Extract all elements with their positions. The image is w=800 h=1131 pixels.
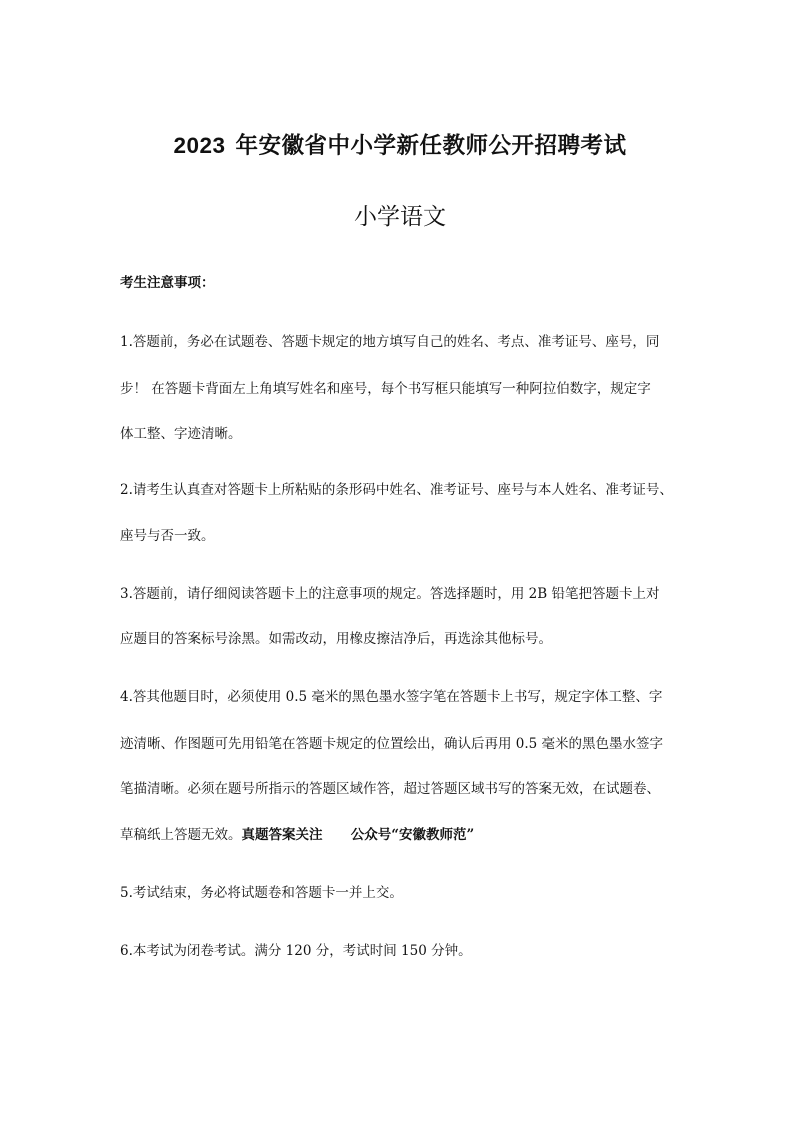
- notice-line-6: 3.答题前，请仔细阅读答题卡上的注意事项的规定。答选择题时，用 2B 铅笔把答题卡上对: [120, 586, 660, 602]
- notice-line-12: 5.考试结束，务必将试题卷和答题卡一并上交。: [120, 885, 403, 901]
- notice-line-8: 4.答其他题目时，必须使用 0.5 毫米的黑色墨水签字笔在答题卡上书写，规定字体工整、字: [120, 689, 663, 705]
- notice-line-9: 迹清晰、作图题可先用铅笔在答题卡规定的位置绘出，确认后再用 0.5 毫米的黑色墨水签字: [120, 736, 664, 752]
- title-text: 年安徽省中小学新任教师公开招聘考试: [235, 133, 627, 159]
- notice-line-13: 6.本考试为闭卷考试。满分 120 分，考试时间 150 分钟。: [120, 943, 472, 959]
- notice-line-11-text: 草稿纸上答题无效。: [120, 827, 242, 843]
- title-year: 2023: [173, 133, 226, 158]
- notice-heading: 考生注意事项：: [120, 275, 215, 291]
- notice-line-4: 2.请考生认真查对答题卡上所粘贴的条形码中姓名、准考证号、座号与本人姓名、准考证号、: [120, 482, 673, 498]
- document-title: [0, 128, 800, 160]
- document-subtitle: 小学语文: [354, 204, 446, 230]
- notice-line-3: 体工整、字迹清晰。: [120, 426, 242, 442]
- notice-line-1: 1.答题前，务必在试题卷、答题卡规定的地方填写自己的姓名、考点、准考证号、座号，同: [120, 334, 660, 350]
- notice-line-11: [120, 823, 474, 843]
- notice-line-10: 笔描清晰。必须在题号所指示的答题区域作答，超过答题区域书写的答案无效，在试题卷、: [120, 781, 660, 797]
- notice-line-7: 应题目的答案标号涂黑。如需改动，用橡皮擦洁净后，再选涂其他标号。: [120, 631, 552, 647]
- notice-line-2: 步！ 在答题卡背面左上角填写姓名和座号，每个书写框只能填写一种阿拉伯数字，规定字: [120, 381, 651, 397]
- promo-text: 真题答案关注 公众号“安徽教师范”: [241, 827, 475, 843]
- notice-line-5: 座号与否一致。: [120, 528, 215, 544]
